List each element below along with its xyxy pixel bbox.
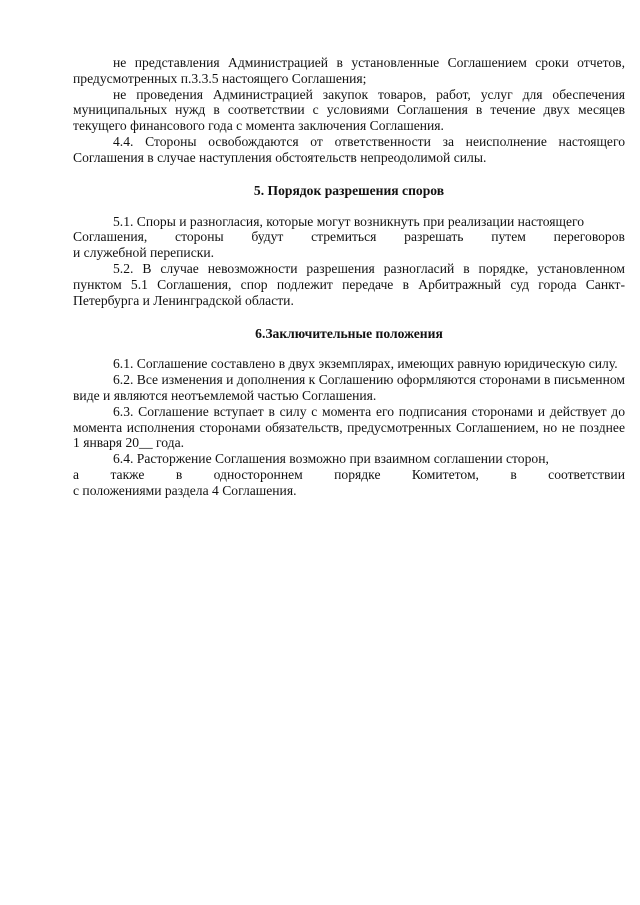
document-page [73, 55, 625, 499]
clause-6-2-paragraph: 6.2. Все изменения и дополнения к Соглашению оформляются сторонами в письменном виде и являются неотъемлемой частью Соглашения. [73, 372, 625, 403]
clause-6-4-word: одностороннем [213, 466, 303, 482]
clause-6-4-word: порядке [334, 466, 381, 482]
clause-6-4-line3: с положениями раздела 4 Соглашения. [73, 482, 297, 498]
clause-5-1-line2 [73, 229, 625, 245]
clause-5-1-word: стремиться [311, 229, 377, 245]
section-5-heading: 5. Порядок разрешения споров [253, 182, 445, 198]
section-6-heading: 6.Заключительные положения [255, 326, 443, 342]
clause-6-4-word: в [510, 466, 517, 482]
clause-6-4-word: также [110, 466, 145, 482]
clause-6-4-line1: 6.4. Расторжение Соглашения возможно при взаимном соглашении сторон, [113, 451, 549, 467]
clause-6-1-paragraph: 6.1. Соглашение составлено в двух экземплярах, имеющих равную юридическую силу. [113, 356, 618, 372]
clause-5-1-word: будут [251, 229, 284, 245]
clause-5-1-word: разрешать [404, 229, 464, 245]
clause-5-1-word: стороны [175, 229, 224, 245]
clause-6-4-word: соответствии [548, 466, 625, 482]
clause-5-1-line3: и служебной переписки. [73, 245, 215, 261]
clause-5-2-paragraph: 5.2. В случае невозможности разрешения разногласий в порядке, установленном пунктом 5.1 Соглашения, спор подлежит передаче в Арбитражный суд города Санкт-Петербурга и Ленинградской области. [73, 260, 625, 308]
clause-5-1-word: Соглашения, [73, 229, 148, 245]
clause-4-4-paragraph: 4.4. Стороны освобождаются от ответственности за неисполнение настоящего Соглашения в случае наступления обстоятельств непреодолимой силы. [73, 133, 625, 165]
clause-6-4-word: Комитетом, [411, 466, 479, 482]
clause-6-4-word: в [175, 466, 183, 482]
item-purchases-paragraph: не проведения Администрацией закупок товаров, работ, услуг для обеспечения муниципальных нужд в соответствии с условиями Соглашения в течение двух месяцев текущего финансового года с момента заключения Соглашения. [73, 86, 625, 134]
clause-6-4-line2 [73, 467, 625, 483]
clause-5-1-word: переговоров [553, 229, 625, 245]
clause-6-3-paragraph: 6.3. Соглашение вступает в силу с момента его подписания сторонами и действует до момента исполнения сторонами обязательств, предусмотренных Соглашением, но не позднее 1 января 20__ года. [73, 403, 625, 451]
item-reports-paragraph: не представления Администрацией в установленные Соглашением сроки отчетов, предусмотренных п.3.3.5 настоящего Соглашения; [73, 55, 625, 86]
clause-5-1-word: путем [491, 229, 526, 245]
clause-6-4-word: а [73, 466, 80, 482]
clause-5-1-line1: 5.1. Споры и разногласия, которые могут возникнуть при реализации настоящего [113, 213, 585, 229]
